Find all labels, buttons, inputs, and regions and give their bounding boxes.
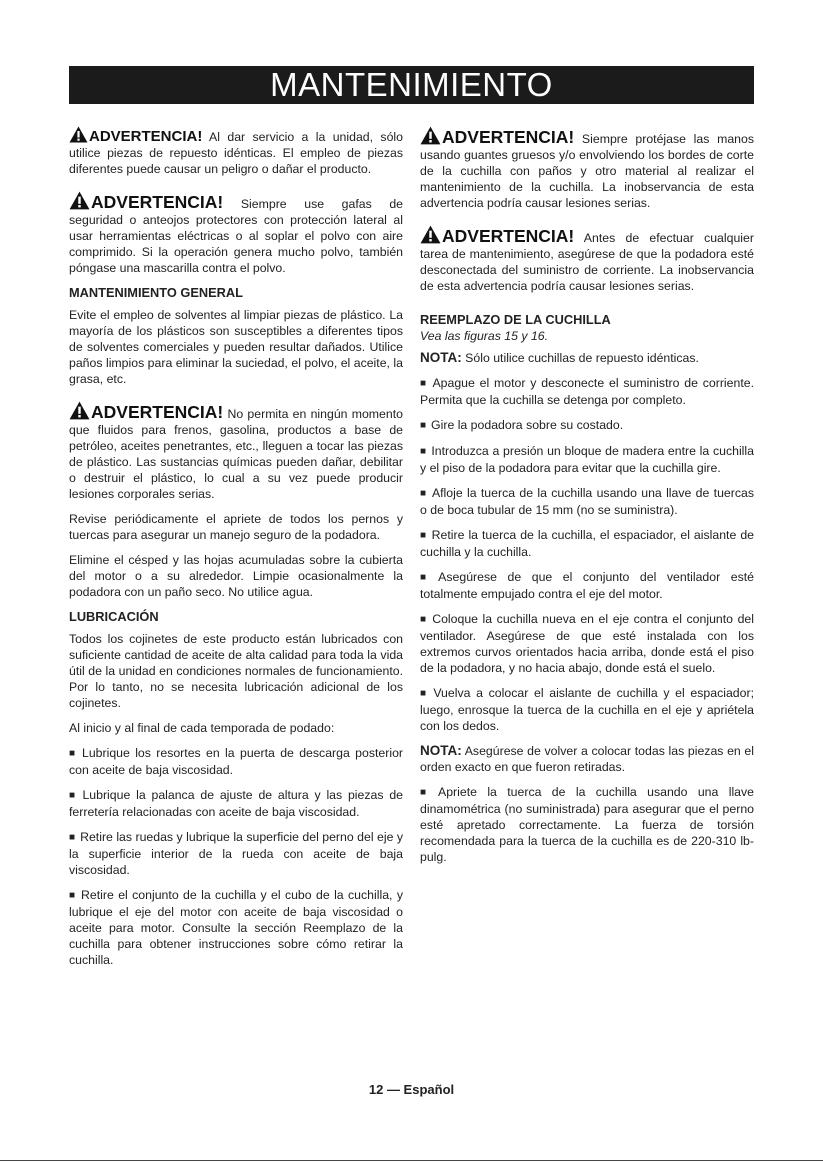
list-item-text: Retire la tuerca de la cuchilla, el espaciador, el aislante de cuchilla y la cuchilla. — [420, 528, 754, 559]
page-title: MANTENIMIENTO — [69, 66, 754, 104]
paragraph: Elimine el césped y las hojas acumuladas sobre la cubierta del motor o a su alrededor. Limpie ocasionalmente la podadora con un paño seco. No utilice agua. — [69, 553, 403, 599]
bullet-icon: ■ — [420, 688, 429, 699]
list-item-text: Retire el conjunto de la cuchilla y el cubo de la cuchilla, y lubrique el eje del motor con aceite de baja viscosidad o aceite para motor. Consulte la sección Reemplazo de la cuchilla para obtener instrucciones sobre cómo retirar la cuchilla. — [69, 888, 403, 967]
list-item — [420, 685, 754, 734]
section-heading-lubrication: LUBRICACIÓN — [69, 609, 159, 624]
list-item — [420, 443, 754, 476]
list-item — [420, 375, 754, 408]
paragraph: Revise periódicamente el apriete de todos los pernos y tuercas para asegurar un manejo seguro de la podadora. — [69, 512, 403, 542]
warning-label: ADVERTENCIA! — [89, 128, 203, 145]
list-item-text: Gire la podadora sobre su costado. — [431, 418, 624, 432]
bullet-icon: ■ — [69, 832, 76, 843]
bullet-icon: ■ — [420, 488, 427, 499]
warning-icon — [69, 401, 90, 420]
list-item — [420, 784, 754, 865]
warning-label: ADVERTENCIA! — [442, 226, 575, 246]
list-item — [69, 887, 403, 968]
note-text: Sólo utilice cuchillas de repuesto idénticas. — [465, 351, 699, 365]
list-item — [420, 417, 754, 434]
warning-label: ADVERTENCIA! — [442, 127, 575, 147]
list-item-text: Introduzca a presión un bloque de madera entre la cuchilla y el piso de la podadora para evitar que la cuchilla gire. — [420, 444, 754, 475]
paragraph: Evite el empleo de solventes al limpiar piezas de plástico. La mayoría de los plásticos son susceptibles a diferentes tipos de solventes comerciales y pueden resultar dañados. Utilice paños limpios para eliminar la suciedad, el polvo, el aceite, la grasa, etc. — [69, 308, 403, 386]
note-label: NOTA: — [420, 350, 462, 365]
section-heading-blade-replacement: REEMPLAZO DE LA CUCHILLA — [420, 312, 611, 327]
warning-icon — [69, 126, 88, 143]
warning-icon — [420, 126, 441, 145]
left-column — [69, 126, 403, 977]
list-item — [69, 829, 403, 878]
bullet-icon: ■ — [420, 787, 433, 798]
bullet-icon: ■ — [420, 572, 434, 583]
warning-block — [69, 126, 403, 177]
list-item-text: Afloje la tuerca de la cuchilla usando una llave de tuercas o de boca tubular de 15 mm (no se suministra). — [420, 486, 754, 517]
list-item — [420, 569, 754, 602]
warning-text: Al dar servicio a la unidad, sólo utilice piezas de repuesto idénticas. El empleo de piezas diferentes puede causar un peligro o dañar el producto. — [69, 130, 403, 176]
list-item — [69, 745, 403, 778]
warning-block — [69, 191, 403, 276]
list-item-text: Apriete la tuerca de la cuchilla usando una llave dinamométrica (no suministrada) para asegurar que el perno esté apretado correctamente. La fuerza de torsión recomendada para la tuerca de la cuchilla es de 220-310 lb-pulg. — [420, 785, 755, 864]
note — [420, 743, 754, 775]
list-item — [420, 527, 754, 560]
warning-text: Siempre protéjase las manos usando guantes gruesos y/o envolviendo los bordes de corte de la cuchilla con paños y otro material al realizar el mantenimiento de la cuchilla. La inobservancia de esta advertencia podría causar lesiones serias. — [420, 132, 754, 210]
list-item — [420, 611, 754, 676]
note-label: NOTA: — [420, 743, 462, 758]
warning-block — [420, 225, 754, 294]
warning-text: No permita en ningún momento que fluidos para frenos, gasolina, productos a base de petróleo, aceites penetrantes, etc., lleguen a tocar las piezas de plástico. Las sustancias químicas pueden dañar, debilitar o destruir el plástico, lo cual a su vez puede producir lesiones corporales serias. — [69, 407, 403, 501]
warning-label: ADVERTENCIA! — [91, 192, 224, 212]
bullet-icon: ■ — [420, 530, 427, 541]
warning-label: ADVERTENCIA! — [91, 402, 224, 422]
bullet-icon: ■ — [420, 446, 427, 457]
bullet-icon: ■ — [69, 790, 78, 801]
right-column — [420, 126, 754, 874]
divider — [0, 1160, 823, 1161]
list-item — [69, 787, 403, 820]
bullet-icon: ■ — [420, 378, 428, 389]
note — [420, 350, 754, 366]
list-item-text: Vuelva a colocar el aislante de cuchilla y el espaciador; luego, enrosque la tuerca de la cuchilla en el eje y apriétela con los dedos. — [420, 686, 754, 733]
warning-icon — [420, 225, 441, 244]
list-item-text: Apague el motor y desconecte el suministro de corriente. Permita que la cuchilla se detenga por completo. — [420, 376, 754, 407]
section-heading-general: MANTENIMIENTO GENERAL — [69, 285, 243, 300]
warning-icon — [69, 191, 90, 210]
list-item-text: Coloque la cuchilla nueva en el eje contra el conjunto del ventilador. Asegúrese de que esté instalada con los extremos curvos orientados hacia arriba, donde está el piso de la podadora, y no hacia abajo, donde está el suelo. — [420, 612, 754, 675]
note-text: Asegúrese de volver a colocar todas las piezas en el orden exacto en que fueron retiradas. — [420, 744, 754, 774]
page-footer: 12 — Español — [368, 1082, 455, 1097]
list-item-text: Lubrique la palanca de ajuste de altura y las piezas de ferretería relacionadas con aceite de baja viscosidad. — [69, 788, 403, 819]
list-item-text: Lubrique los resortes en la puerta de descarga posterior con aceite de baja viscosidad. — [69, 746, 403, 777]
bullet-icon: ■ — [69, 890, 77, 901]
warning-block — [420, 126, 754, 211]
warning-text: Siempre use gafas de seguridad o anteojos protectores con protección lateral al usar herramientas eléctricas o al soplar el polvo con aire comprimido. Si la operación genera mucho polvo, también póngase una mascarilla contra el polvo. — [69, 197, 404, 275]
figure-reference: Vea las figuras 15 y 16. — [420, 329, 549, 343]
bullet-icon: ■ — [420, 614, 428, 625]
list-item-text: Retire las ruedas y lubrique la superficie del perno del eje y la superficie interior de la rueda con aceite de baja viscosidad. — [69, 830, 403, 877]
paragraph: Todos los cojinetes de este producto están lubricados con suficiente cantidad de aceite de alta calidad para toda la vida útil de la unidad en condiciones normales de funcionamiento. Por lo tanto, no se necesita lubricación adicional de los cojinetes. — [69, 632, 403, 710]
warning-block — [69, 401, 403, 502]
bullet-icon: ■ — [420, 420, 427, 431]
list-item — [420, 485, 754, 518]
list-item-text: Asegúrese de que el conjunto del ventilador esté totalmente empujado contra el eje del motor. — [420, 570, 754, 601]
bullet-icon: ■ — [69, 748, 77, 759]
warning-text: Antes de efectuar cualquier tarea de mantenimiento, asegúrese de que la podadora esté desconectada del suministro de corriente. La inobservancia de esta advertencia podría causar lesiones serias. — [420, 231, 754, 293]
paragraph: Al inicio y al final de cada temporada de podado: — [69, 721, 335, 735]
